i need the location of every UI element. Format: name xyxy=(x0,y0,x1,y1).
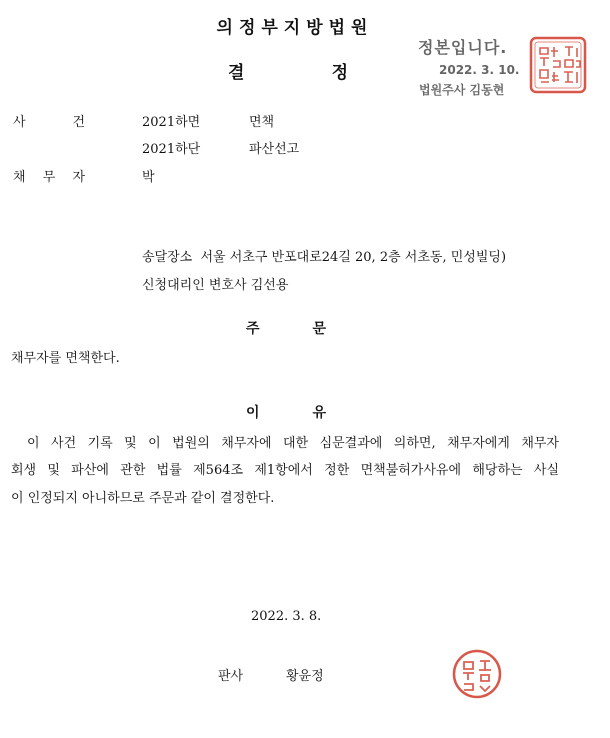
reasons-heading xyxy=(246,402,326,422)
order-text: 채무자를 면책한다. xyxy=(11,351,120,366)
service-label: 송달장소 xyxy=(142,250,193,265)
order-heading xyxy=(246,318,326,338)
judge-name: 황윤정 xyxy=(286,669,324,684)
reasons-line: 이 사건 기록 및 이 법원의 채무자에 대한 심문결과에 의하면, 채무자에게 채무자 xyxy=(27,436,559,451)
debtor-name: 박 xyxy=(142,170,155,185)
case-name: 파산선고 xyxy=(249,142,300,157)
case-name: 면책 xyxy=(249,115,275,130)
doc-type-char: 결 xyxy=(228,63,245,83)
service-address: 서울 서초구 반포대로24길 20, 2층 서초동, 민성빌딩) xyxy=(200,250,507,265)
court-seal-stamp xyxy=(529,36,587,94)
reasons-heading-char: 유 xyxy=(312,405,326,421)
certification-date: 2022. 3. 10. xyxy=(439,63,520,77)
reasons-line: 이 인정되지 아니하므로 주문과 같이 결정한다. xyxy=(11,491,275,506)
judge-title: 판사 xyxy=(218,669,244,684)
case-number: 2021하단 xyxy=(142,142,201,157)
debtor-label-char: 채 xyxy=(13,170,26,185)
doc-type-char: 정 xyxy=(331,63,348,83)
case-label-char: 사 xyxy=(13,115,26,130)
case-label xyxy=(13,111,85,130)
order-heading-char: 문 xyxy=(312,321,326,337)
decision-date: 2022. 3. 8. xyxy=(251,609,322,624)
judge-seal-stamp xyxy=(451,648,503,700)
debtor-label xyxy=(13,166,85,185)
certification-text: 정본입니다. xyxy=(418,38,508,57)
reasons-line: 회생 및 파산에 관한 법률 제564조 제1항에서 정한 면책불허가사유에 해당하는 사실 xyxy=(11,463,559,478)
applicant-agent: 신청대리인 변호사 김선용 xyxy=(142,278,289,293)
order-heading-char: 주 xyxy=(246,321,260,337)
certification-clerk: 법원주사 김동현 xyxy=(419,83,505,97)
case-number: 2021하면 xyxy=(142,115,201,130)
document-type xyxy=(228,58,348,83)
debtor-label-char: 자 xyxy=(72,170,85,185)
court-name: 의정부지방법원 xyxy=(216,18,374,38)
service-address-line xyxy=(142,246,506,265)
reasons-heading-char: 이 xyxy=(246,405,260,421)
case-label-char: 건 xyxy=(72,115,85,130)
debtor-label-char: 무 xyxy=(42,170,56,185)
